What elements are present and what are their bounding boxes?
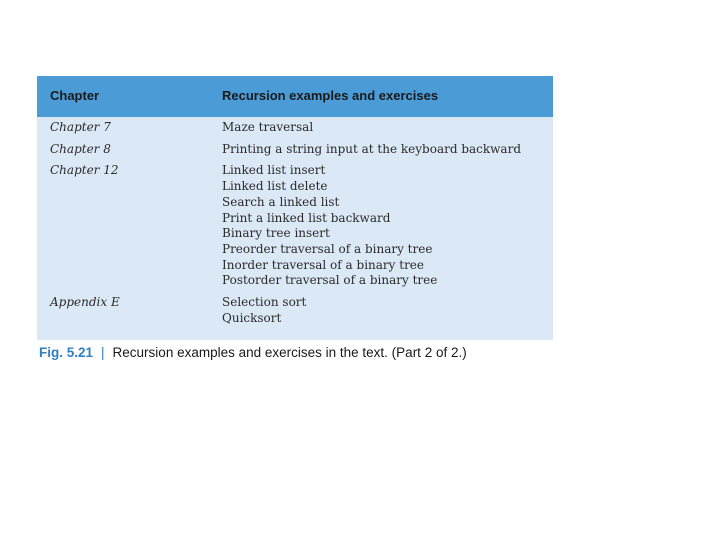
chapter-cell: Chapter 8 [50,141,111,156]
header-chapter: Chapter [50,88,100,103]
example-item: Linked list insert [222,163,326,178]
table-body [37,117,553,326]
figure-number: Fig. 5.21 [39,345,94,360]
example-item: Postorder traversal of a binary tree [222,273,438,288]
example-item: Search a linked list [222,194,340,209]
table-row [37,295,553,326]
figure-caption [39,345,467,360]
chapter-cell: Chapter 7 [50,120,111,134]
example-item: Inorder traversal of a binary tree [222,257,425,272]
example-item: Linked list delete [222,179,328,194]
chapter-cell: Appendix E [50,295,120,310]
examples-cell [222,142,553,158]
header-examples: Recursion examples and exercises [222,88,439,103]
examples-cell [222,120,553,136]
table-header [37,76,553,117]
table-row [37,163,553,289]
example-item: Quicksort [222,310,282,325]
caption-text: Recursion examples and exercises in the text. (Part 2 of 2.) [112,345,467,360]
examples-cell [222,295,553,326]
chapter-cell: Chapter 12 [50,163,119,178]
example-item: Maze traversal [222,120,314,134]
table-row [37,142,553,158]
table-row [37,120,553,136]
example-item: Print a linked list backward [222,210,391,225]
recursion-examples-table [37,76,553,340]
example-item: Printing a string input at the keyboard backward [222,141,521,156]
example-item: Preorder traversal of a binary tree [222,241,433,256]
examples-cell [222,163,553,289]
caption-separator: | [101,345,105,360]
example-item: Binary tree insert [222,226,330,241]
example-item: Selection sort [222,295,307,310]
